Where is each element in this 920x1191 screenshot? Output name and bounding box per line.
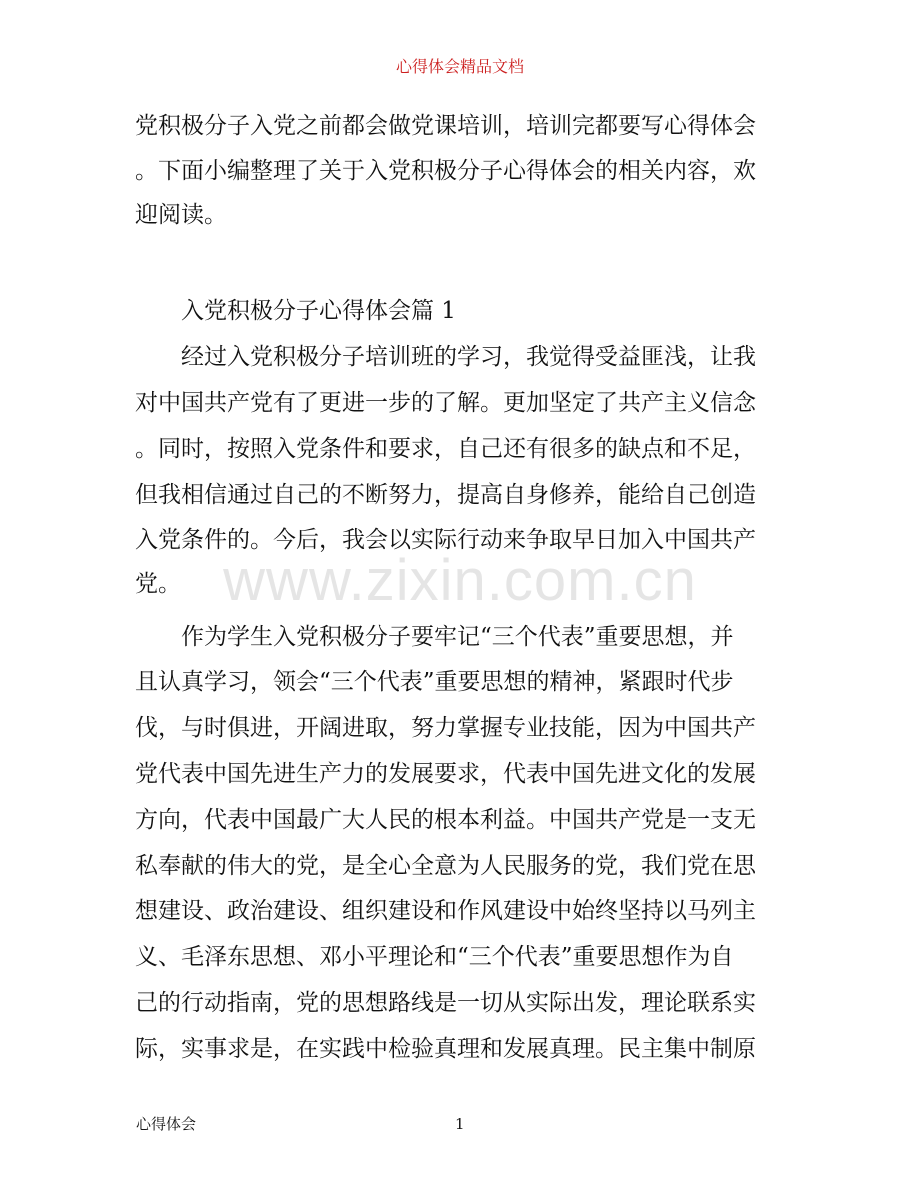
text-line: 伐，与时俱进，开阔进取，努力掌握专业技能，因为中国共产 xyxy=(135,715,756,741)
text-line: 党积极分子入党之前都会做党课培训，培训完都要写心得体会 xyxy=(135,113,756,139)
text-line: 经过入党积极分子培训班的学习，我觉得受益匪浅，让我 xyxy=(135,344,756,370)
text-line: 义、毛泽东思想、邓小平理论和“三个代表”重要思想作为自 xyxy=(135,944,734,970)
text-line: 作为学生入党积极分子要牢记“三个代表”重要思想，并 xyxy=(135,624,734,650)
text-line: 党。 xyxy=(135,571,181,597)
text-line: 。下面小编整理了关于入党积极分子心得体会的相关内容，欢 xyxy=(135,158,756,184)
text-line: 私奉献的伟大的党，是全心全意为人民服务的党，我们党在思 xyxy=(135,853,756,879)
text-line: 入党条件的。今后，我会以实际行动来争取早日加入中国共产 xyxy=(135,527,756,553)
text-line: 但我相信通过自己的不断努力，提高自身修养，能给自己创造 xyxy=(135,482,756,508)
text-line: 己的行动指南，党的思想路线是一切从实际出发，理论联系实 xyxy=(135,990,756,1016)
text-line: 对中国共产党有了更进一步的了解。更加坚定了共产主义信念 xyxy=(135,390,756,416)
footer-label: 心得体会 xyxy=(136,1115,197,1133)
header-title: 心得体会精品文档 xyxy=(395,57,524,76)
text-line: 且认真学习，领会“三个代表”重要思想的精神，紧跟时代步 xyxy=(135,669,734,695)
page-number: 1 xyxy=(455,1115,465,1133)
section-heading: 入党积极分子心得体会篇 1 xyxy=(135,298,456,324)
text-line: 想建设、政治建设、组织建设和作风建设中始终坚持以马列主 xyxy=(135,898,756,924)
text-line: 方向，代表中国最广大人民的根本利益。中国共产党是一支无 xyxy=(135,807,756,833)
text-line: 际，实事求是，在实践中检验真理和发展真理。民主集中制原 xyxy=(135,1036,756,1062)
text-line: 迎阅读。 xyxy=(135,202,227,228)
text-line: 党代表中国先进生产力的发展要求，代表中国先进文化的发展 xyxy=(135,761,756,787)
text-line: 。同时，按照入党条件和要求，自己还有很多的缺点和不足， xyxy=(135,436,756,462)
watermark: www.zixin.com.cn xyxy=(223,548,697,613)
